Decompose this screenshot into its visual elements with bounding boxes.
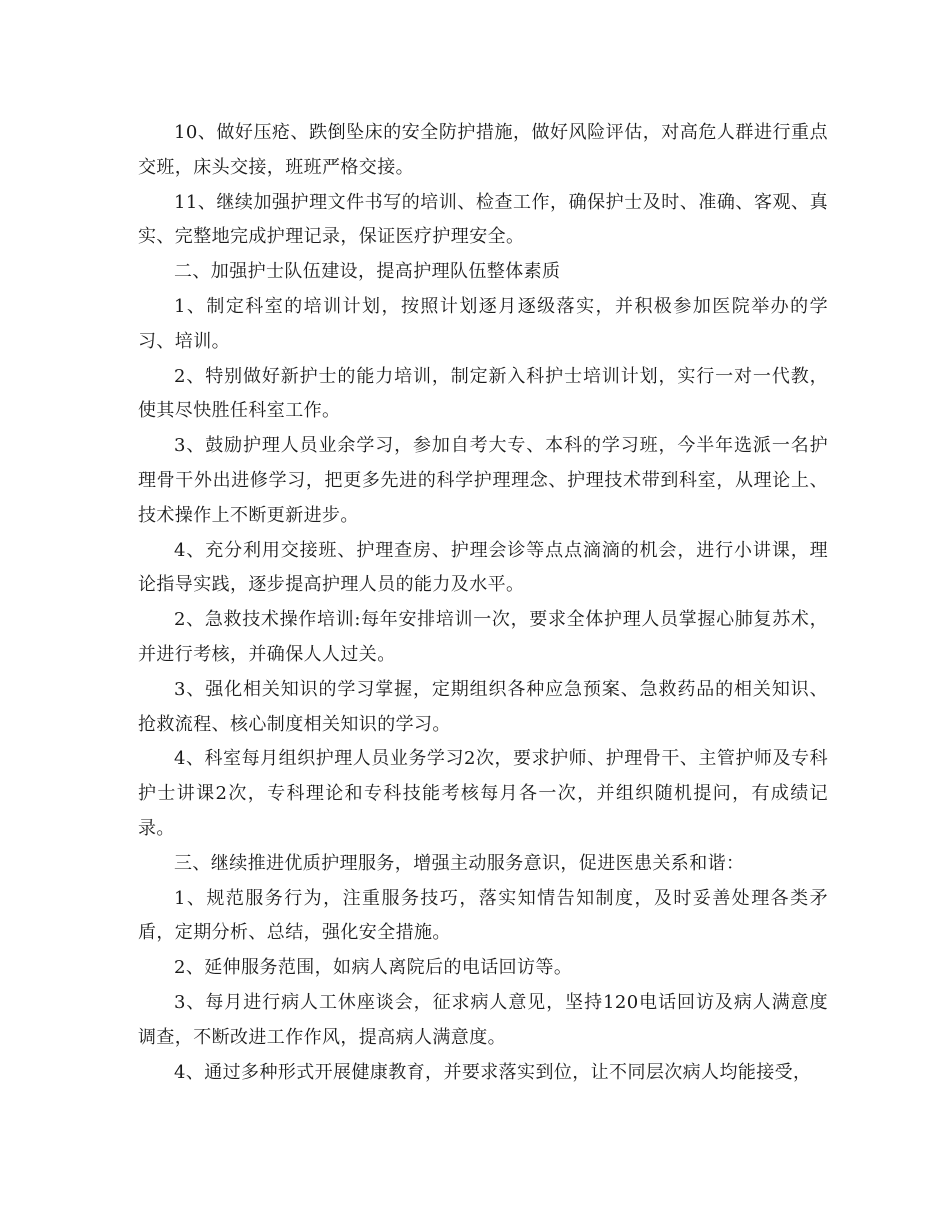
paragraph-small-lectures: 4、充分利用交接班、护理查房、护理会诊等点点滴滴的机会，进行小讲课，理论指导实践，逐步提高护理人员的能力及水平。 <box>138 539 828 596</box>
paragraph-service-extension: 2、延伸服务范围，如病人离院后的电话回访等。 <box>174 957 573 979</box>
section-heading-team-building: 二、加强护士队伍建设，提高护理队伍整体素质 <box>174 261 561 283</box>
paragraph-service-behavior: 1、规范服务行为，注重服务技巧，落实知情告知制度，及时妥善处理各类矛盾，定期分析、总结，强化安全措施。 <box>138 887 828 944</box>
paragraph-patient-meeting: 3、每月进行病人工休座谈会，征求病人意见，坚持120电话回访及病人满意度调查，不断改进工作作风，提高病人满意度。 <box>138 991 828 1048</box>
document-body <box>138 116 828 1090</box>
section-heading-quality-service: 三、继续推进优质护理服务，增强主动服务意识，促进医患关系和谐： <box>174 852 745 874</box>
paragraph-further-study: 3、鼓励护理人员业余学习，参加自考大专、本科的学习班，今半年选派一名护理骨干外出进修学习，把更多先进的科学护理理念、护理技术带到科室，从理论上、技术操作上不断更新进步。 <box>138 435 828 526</box>
paragraph-new-nurse-training: 2、特别做好新护士的能力培训，制定新入科护士培训计划，实行一对一代教，使其尽快胜任科室工作。 <box>138 365 828 422</box>
paragraph-item-10-pressure-sore-safety: 10、做好压疮、跌倒坠床的安全防护措施，做好风险评估，对高危人群进行重点交班，床头交接，班班严格交接。 <box>138 122 828 178</box>
paragraph-emergency-training: 2、急救技术操作培训:每年安排培训一次，要求全体护理人员掌握心肺复苏术，并进行考核，并确保人人过关。 <box>138 609 828 665</box>
paragraph-training-plan: 1、制定科室的培训计划，按照计划逐月逐级落实，并积极参加医院举办的学习、培训。 <box>138 295 828 352</box>
paragraph-health-education: 4、通过多种形式开展健康教育，并要求落实到位，让不同层次病人均能接受， <box>174 1061 812 1083</box>
paragraph-item-11-nursing-records: 11、继续加强护理文件书写的培训、检查工作，确保护士及时、准确、客观、真实、完整地完成护理记录，保证医疗护理安全。 <box>138 191 828 248</box>
paragraph-monthly-study: 4、科室每月组织护理人员业务学习2次，要求护师、护理骨干、主管护师及专科护士讲课2次，专科理论和专科技能考核每月各一次，并组织随机提问，有成绩记录。 <box>138 748 828 839</box>
paragraph-knowledge-study: 3、强化相关知识的学习掌握，定期组织各种应急预案、急救药品的相关知识、抢救流程、核心制度相关知识的学习。 <box>138 678 828 735</box>
